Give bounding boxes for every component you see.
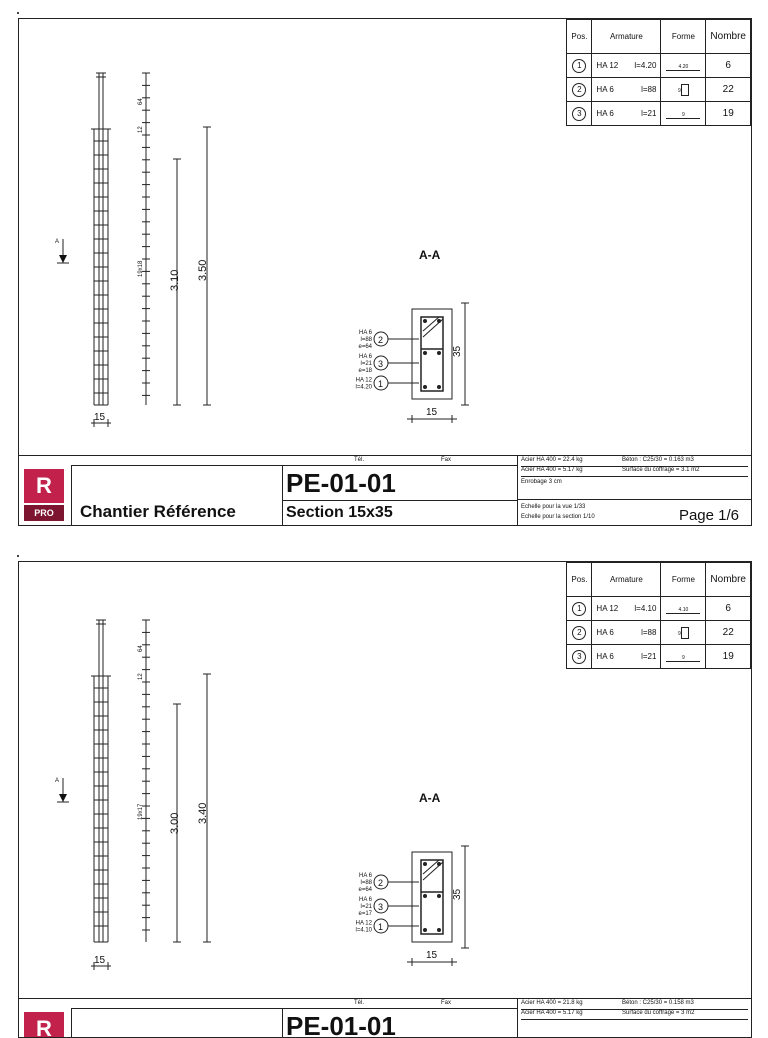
callout-text: l=4.20	[355, 384, 372, 391]
logo	[19, 1008, 69, 1038]
callout-text: HA 6	[358, 354, 372, 360]
quantities-cell	[517, 455, 751, 526]
arrow-head-icon	[59, 255, 67, 263]
dim-64: 64	[138, 98, 144, 105]
position-marker: 2	[572, 83, 586, 97]
tel-label: Tél.	[354, 457, 365, 463]
position-marker: 1	[572, 59, 586, 73]
view-marker: A	[55, 239, 60, 245]
project-cell	[71, 1008, 283, 1038]
stirrup-spacing: 19x17	[138, 803, 144, 820]
callout-text: e=64	[358, 887, 372, 893]
callout-pos: 2	[378, 335, 384, 345]
hooked-bar-shape: 9	[666, 655, 700, 662]
concrete-volume: Béton : C25/30 = 0.158 m3	[622, 1000, 694, 1006]
dim-12: 12	[138, 126, 144, 133]
reference-cell	[282, 465, 518, 526]
shape-dimension: 9	[678, 630, 681, 637]
header-nombre: Nombre	[706, 20, 751, 54]
header-forme: Forme	[661, 20, 706, 54]
project-cell	[71, 465, 283, 526]
callout-text: l=88	[360, 880, 372, 886]
width-dim: 15	[94, 955, 106, 966]
rebar-dot	[437, 894, 441, 898]
section-title: A-A	[419, 791, 441, 805]
rebar-dot	[437, 351, 441, 355]
shape-dimension: 9	[678, 87, 681, 94]
straight-bar-shape: 4.10	[666, 607, 700, 614]
callout-text: HA 6	[358, 873, 372, 879]
reference-cell	[282, 1008, 518, 1038]
stirrup-spacing: 19x18	[138, 260, 144, 277]
bar-length: l=88	[641, 628, 657, 637]
section-scale: Echelle pour la section 1/10	[521, 514, 595, 520]
logo-letter: R	[24, 469, 64, 503]
header-pos: Pos.	[567, 20, 592, 54]
header-pos: Pos.	[567, 563, 592, 597]
drawing-reference: PE-01-01	[286, 1011, 396, 1038]
steel-weight-1: Acier HA 400 = 21.8 kg	[521, 1000, 583, 1006]
view-marker: A	[55, 778, 60, 784]
bar-length: l=21	[641, 109, 657, 118]
nombre-cell: 19	[706, 102, 751, 126]
callout-text: e=17	[358, 911, 372, 917]
section-title: A-A	[419, 248, 441, 262]
section-height: 35	[452, 888, 463, 900]
bar-type: HA 6	[596, 85, 614, 94]
callout-pos: 1	[378, 922, 384, 932]
rebar-dot	[423, 351, 427, 355]
position-marker: 3	[572, 650, 586, 664]
formwork-area: Surface du coffrage = 3 m2	[622, 1010, 695, 1016]
callout-text: e=64	[358, 344, 372, 350]
straight-bar-shape: 4.20	[666, 64, 700, 71]
logo	[19, 465, 69, 525]
steel-weight-2: Acier HA 400 = 5.17 kg	[521, 1010, 583, 1016]
bar-length: l=4.10	[634, 604, 657, 613]
drawing-canvas	[19, 19, 751, 459]
bar-type: HA 6	[596, 109, 614, 118]
drawing-reference: PE-01-01	[286, 468, 396, 498]
dim-left: 3.00	[169, 812, 181, 834]
callout-text: e=18	[358, 368, 372, 374]
concrete-volume: Béton : C25/30 = 0.163 m3	[622, 457, 694, 463]
callout-pos: 3	[378, 902, 384, 912]
page-number: Page 1/6	[678, 507, 739, 524]
cover-note: Enrobage 3 cm	[521, 479, 562, 485]
dim-right: 3.50	[197, 259, 209, 281]
rebar-dot	[423, 862, 427, 866]
rebar-dot	[437, 385, 441, 389]
header-armature: Armature	[592, 20, 661, 54]
fax-label: Fax	[441, 457, 452, 463]
dim-left: 3.10	[169, 269, 181, 291]
callout-text: HA 12	[355, 920, 372, 927]
title-block	[19, 998, 751, 1038]
sheet-corner-mark	[17, 555, 19, 557]
logo-letter: R	[24, 1012, 64, 1038]
nombre-cell: 19	[706, 645, 751, 669]
header-forme: Forme	[661, 563, 706, 597]
header-nombre: Nombre	[706, 563, 751, 597]
rebar-dot	[437, 928, 441, 932]
callout-text: HA 6	[358, 330, 372, 336]
arrow-head-icon	[59, 794, 67, 802]
project-name: Chantier Référence	[80, 502, 236, 521]
section-label: Section 15x35	[286, 504, 393, 521]
bar-type: HA 12	[596, 61, 619, 70]
dim-64: 64	[138, 645, 144, 652]
dim-right: 3.40	[197, 802, 209, 824]
callout-text: l=21	[360, 361, 372, 367]
position-marker: 2	[572, 626, 586, 640]
nombre-cell: 22	[706, 621, 751, 645]
callout-text: HA 6	[358, 897, 372, 903]
column-elevation	[91, 620, 111, 942]
bar-type: HA 6	[596, 628, 614, 637]
bar-length: l=88	[641, 85, 657, 94]
tel-label: Tél.	[354, 1000, 365, 1006]
nombre-cell: 22	[706, 78, 751, 102]
rebar-dot	[437, 862, 441, 866]
rebar-dot	[423, 319, 427, 323]
rebar-dot	[423, 894, 427, 898]
drawing-sheet	[18, 561, 752, 1038]
bar-length: l=21	[641, 652, 657, 661]
logo-sub: PRO	[24, 505, 64, 521]
bar-type: HA 12	[596, 604, 619, 613]
fax-label: Fax	[441, 1000, 452, 1006]
dim-12: 12	[138, 673, 144, 680]
section-width: 15	[426, 950, 438, 961]
callout-pos: 1	[378, 379, 384, 389]
callout-pos: 2	[378, 878, 384, 888]
callout-text: l=88	[360, 337, 372, 343]
nombre-cell: 6	[706, 54, 751, 78]
rebar-dot	[423, 928, 427, 932]
bar-length: l=4.20	[634, 61, 657, 70]
drawing-sheet	[18, 18, 752, 526]
drawing-canvas	[19, 562, 751, 1002]
header-armature: Armature	[592, 563, 661, 597]
sheet-corner-mark	[17, 12, 19, 14]
position-marker: 3	[572, 107, 586, 121]
section-width: 15	[426, 407, 438, 418]
bar-type: HA 6	[596, 652, 614, 661]
position-marker: 1	[572, 602, 586, 616]
callout-text: l=21	[360, 904, 372, 910]
rebar-dot	[437, 319, 441, 323]
nombre-cell: 6	[706, 597, 751, 621]
width-dim: 15	[94, 412, 106, 423]
section-height: 35	[452, 345, 463, 357]
column-elevation	[91, 73, 111, 405]
title-block	[19, 455, 751, 525]
callout-text: l=4.10	[355, 927, 372, 934]
steel-weight-1: Acier HA 400 = 22.4 kg	[521, 457, 583, 463]
quantities-cell	[517, 998, 751, 1038]
callout-text: HA 12	[355, 377, 372, 384]
steel-weight-2: Acier HA 400 = 5.17 kg	[521, 467, 583, 473]
view-scale: Echelle pour la vue 1/33	[521, 504, 586, 510]
rebar-dot	[423, 385, 427, 389]
hooked-bar-shape: 9	[666, 112, 700, 119]
formwork-area: Surface du coffrage = 3.1 m2	[622, 467, 700, 473]
callout-pos: 3	[378, 359, 384, 369]
